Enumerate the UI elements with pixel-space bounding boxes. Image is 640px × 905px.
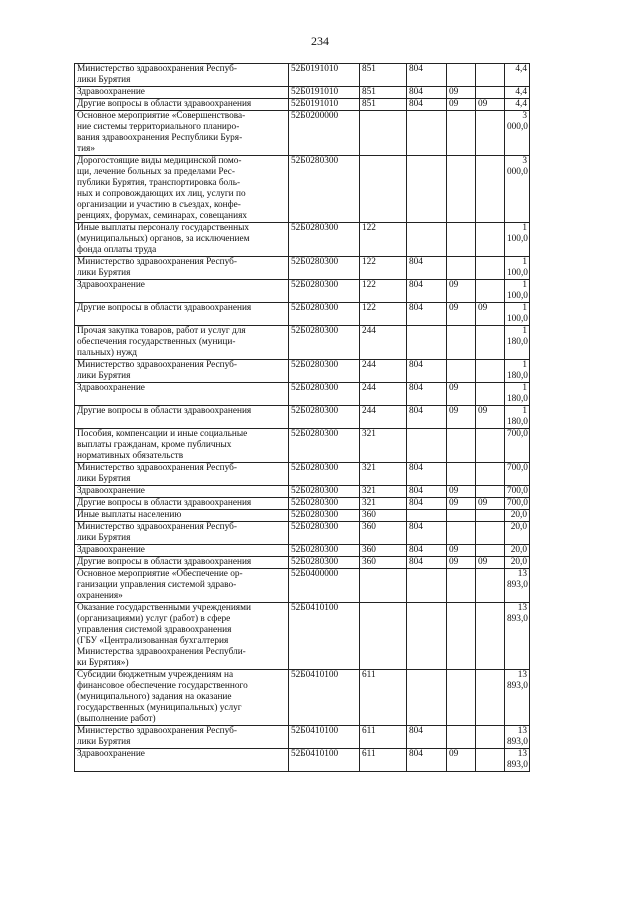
target-article-cell: 52Б0280300 [289,383,360,406]
amount-cell: 1 180,0 [505,406,530,429]
ministry-code-cell: 804 [407,383,447,406]
table-row [75,223,530,257]
row-name-cell: Министерство здравоохранения Респуб- лики Бурятия [75,726,289,749]
ministry-code-cell: 804 [407,280,447,303]
expense-type-cell: 122 [360,303,407,326]
expense-type-cell [360,569,407,603]
ministry-code-cell: 804 [407,99,447,111]
row-name-cell: Министерство здравоохранения Респуб- лики Бурятия [75,360,289,383]
subsection-cell [476,87,505,99]
table-row [75,326,530,360]
section-cell: 09 [447,545,476,557]
target-article-cell: 52Б0280300 [289,429,360,463]
ministry-code-cell: 804 [407,486,447,498]
section-cell [447,223,476,257]
amount-cell: 13 893,0 [505,726,530,749]
row-name-cell: Здравоохранение [75,749,289,772]
target-article-cell: 52Б0410100 [289,726,360,749]
expense-type-cell: 360 [360,522,407,545]
target-article-cell: 52Б0200000 [289,111,360,156]
amount-cell: 20,0 [505,545,530,557]
table-row [75,406,530,429]
expense-type-cell: 321 [360,429,407,463]
expense-type-cell: 851 [360,99,407,111]
expense-type-cell: 244 [360,406,407,429]
subsection-cell [476,156,505,223]
section-cell [447,463,476,486]
table-row [75,303,530,326]
row-name-cell: Прочая закупка товаров, работ и услуг для обеспечения государственных (муници- пальных) нужд [75,326,289,360]
ministry-code-cell: 804 [407,406,447,429]
expense-type-cell: 122 [360,280,407,303]
subsection-cell [476,257,505,280]
table-row [75,156,530,223]
amount-cell: 13 893,0 [505,749,530,772]
subsection-cell [476,603,505,670]
target-article-cell: 52Б0280300 [289,545,360,557]
row-name-cell: Оказание государственными учреждениями (организациями) услуг (работ) в сфере управления системой здравоохранения (ГБУ «Централизованная бухгалтерия Министерства здравоохранения Республи- ки Бурятия») [75,603,289,670]
row-name-cell: Здравоохранение [75,545,289,557]
table-row [75,280,530,303]
section-cell: 09 [447,406,476,429]
amount-cell: 1 100,0 [505,223,530,257]
amount-cell: 700,0 [505,463,530,486]
amount-cell: 700,0 [505,429,530,463]
target-article-cell: 52Б0280300 [289,406,360,429]
subsection-cell [476,360,505,383]
amount-cell: 3 000,0 [505,156,530,223]
row-name-cell: Другие вопросы в области здравоохранения [75,303,289,326]
table-row [75,545,530,557]
ministry-code-cell [407,111,447,156]
row-name-cell: Основное мероприятие «Совершенствова- ние системы территориального планиро- вания здравоохранения Республики Буря- тия» [75,111,289,156]
expense-type-cell: 611 [360,726,407,749]
expense-type-cell: 851 [360,87,407,99]
ministry-code-cell: 804 [407,498,447,510]
amount-cell: 1 180,0 [505,360,530,383]
row-name-cell: Дорогостоящие виды медицинской помо- щи, лечение больных за пределами Рес- публики Бурятия, транспортировка боль- ных и сопровождающих их лиц, услуги по организации и участию в съездах, конфе- ренциях, форумах, семинарах, совещаниях [75,156,289,223]
row-name-cell: Иные выплаты персоналу государственных (муниципальных) органов, за исключением фонда оплаты труда [75,223,289,257]
subsection-cell: 09 [476,498,505,510]
row-name-cell: Здравоохранение [75,87,289,99]
table-row [75,257,530,280]
row-name-cell: Другие вопросы в области здравоохранения [75,498,289,510]
section-cell [447,726,476,749]
table-row [75,99,530,111]
target-article-cell: 52Б0410100 [289,670,360,726]
target-article-cell: 52Б0410100 [289,749,360,772]
target-article-cell: 52Б0280300 [289,510,360,522]
subsection-cell [476,280,505,303]
table-row [75,111,530,156]
expense-type-cell: 611 [360,749,407,772]
expense-type-cell: 360 [360,557,407,569]
subsection-cell [476,569,505,603]
row-name-cell: Здравоохранение [75,486,289,498]
subsection-cell [476,111,505,156]
ministry-code-cell [407,603,447,670]
subsection-cell [476,522,505,545]
ministry-code-cell: 804 [407,87,447,99]
subsection-cell [476,726,505,749]
section-cell: 09 [447,303,476,326]
subsection-cell [476,463,505,486]
expense-type-cell: 321 [360,486,407,498]
table-body [75,64,530,772]
table-row [75,726,530,749]
table-row [75,670,530,726]
amount-cell: 1 100,0 [505,280,530,303]
section-cell [447,569,476,603]
row-name-cell: Министерство здравоохранения Респуб- лики Бурятия [75,257,289,280]
table-row [75,498,530,510]
ministry-code-cell: 804 [407,545,447,557]
amount-cell: 700,0 [505,498,530,510]
subsection-cell [476,510,505,522]
amount-cell: 13 893,0 [505,670,530,726]
ministry-code-cell: 804 [407,463,447,486]
target-article-cell: 52Б0280300 [289,223,360,257]
table-row [75,510,530,522]
amount-cell: 700,0 [505,486,530,498]
ministry-code-cell [407,510,447,522]
section-cell: 09 [447,280,476,303]
expense-type-cell: 360 [360,545,407,557]
amount-cell: 20,0 [505,557,530,569]
row-name-cell: Другие вопросы в области здравоохранения [75,406,289,429]
target-article-cell: 52Б0280300 [289,463,360,486]
ministry-code-cell [407,569,447,603]
expense-type-cell: 851 [360,64,407,87]
subsection-cell [476,429,505,463]
ministry-code-cell [407,326,447,360]
row-name-cell: Министерство здравоохранения Респуб- лики Бурятия [75,522,289,545]
target-article-cell: 52Б0280300 [289,257,360,280]
amount-cell: 20,0 [505,510,530,522]
table-row [75,87,530,99]
section-cell [447,64,476,87]
section-cell [447,522,476,545]
section-cell [447,510,476,522]
row-name-cell: Пособия, компенсации и иные социальные выплаты гражданам, кроме публичных нормативных обязательств [75,429,289,463]
ministry-code-cell: 804 [407,726,447,749]
target-article-cell: 52Б0280300 [289,360,360,383]
expense-type-cell: 244 [360,360,407,383]
section-cell [447,257,476,280]
table-row [75,557,530,569]
ministry-code-cell: 804 [407,522,447,545]
page-number: 234 [311,34,329,48]
expense-type-cell: 244 [360,326,407,360]
amount-cell: 1 100,0 [505,257,530,280]
expense-type-cell: 321 [360,463,407,486]
row-name-cell: Здравоохранение [75,280,289,303]
amount-cell: 13 893,0 [505,569,530,603]
table-row [75,569,530,603]
target-article-cell: 52Б0280300 [289,156,360,223]
target-article-cell: 52Б0280300 [289,557,360,569]
amount-cell: 4,4 [505,87,530,99]
expense-type-cell [360,603,407,670]
expense-type-cell: 360 [360,510,407,522]
subsection-cell [476,749,505,772]
ministry-code-cell [407,156,447,223]
subsection-cell [476,486,505,498]
section-cell: 09 [447,486,476,498]
ministry-code-cell: 804 [407,303,447,326]
section-cell: 09 [447,87,476,99]
target-article-cell: 52Б0191010 [289,99,360,111]
ministry-code-cell [407,670,447,726]
section-cell [447,670,476,726]
row-name-cell: Другие вопросы в области здравоохранения [75,557,289,569]
target-article-cell: 52Б0280300 [289,303,360,326]
ministry-code-cell [407,429,447,463]
amount-cell: 1 180,0 [505,326,530,360]
subsection-cell [476,326,505,360]
section-cell [447,111,476,156]
amount-cell: 3 000,0 [505,111,530,156]
expense-type-cell [360,156,407,223]
section-cell: 09 [447,99,476,111]
row-name-cell: Министерство здравоохранения Респуб- лики Бурятия [75,463,289,486]
target-article-cell: 52Б0280300 [289,280,360,303]
amount-cell: 4,4 [505,64,530,87]
target-article-cell: 52Б0280300 [289,486,360,498]
amount-cell: 20,0 [505,522,530,545]
expense-type-cell: 122 [360,257,407,280]
subsection-cell: 09 [476,99,505,111]
table-row [75,64,530,87]
subsection-cell: 09 [476,406,505,429]
subsection-cell: 09 [476,303,505,326]
subsection-cell: 09 [476,557,505,569]
target-article-cell: 52Б0410100 [289,603,360,670]
section-cell [447,326,476,360]
expense-type-cell: 122 [360,223,407,257]
target-article-cell: 52Б0280300 [289,498,360,510]
target-article-cell: 52Б0280300 [289,522,360,545]
section-cell: 09 [447,557,476,569]
ministry-code-cell [407,223,447,257]
amount-cell: 4,4 [505,99,530,111]
section-cell [447,360,476,383]
section-cell [447,429,476,463]
section-cell: 09 [447,749,476,772]
budget-table [74,63,530,772]
ministry-code-cell: 804 [407,257,447,280]
subsection-cell [476,383,505,406]
expense-type-cell: 611 [360,670,407,726]
target-article-cell: 52Б0191010 [289,87,360,99]
row-name-cell: Министерство здравоохранения Респуб- лики Бурятия [75,64,289,87]
row-name-cell: Здравоохранение [75,383,289,406]
table-row [75,383,530,406]
section-cell [447,603,476,670]
target-article-cell: 52Б0191010 [289,64,360,87]
ministry-code-cell: 804 [407,557,447,569]
expense-type-cell: 321 [360,498,407,510]
table-row [75,486,530,498]
amount-cell: 13 893,0 [505,603,530,670]
section-cell: 09 [447,498,476,510]
amount-cell: 1 180,0 [505,383,530,406]
table-row [75,522,530,545]
table-row [75,749,530,772]
expense-type-cell: 244 [360,383,407,406]
row-name-cell: Субсидии бюджетным учреждениям на финансовое обеспечение государственного (муниципального) задания на оказание государственных (муниципальных) услуг (выполнение работ) [75,670,289,726]
subsection-cell [476,223,505,257]
target-article-cell: 52Б0400000 [289,569,360,603]
row-name-cell: Другие вопросы в области здравоохранения [75,99,289,111]
target-article-cell: 52Б0280300 [289,326,360,360]
table-row [75,360,530,383]
ministry-code-cell: 804 [407,749,447,772]
subsection-cell [476,64,505,87]
table-row [75,603,530,670]
amount-cell: 1 100,0 [505,303,530,326]
row-name-cell: Иные выплаты населению [75,510,289,522]
row-name-cell: Основное мероприятие «Обеспечение ор- ганизации управления системой здраво- охранения» [75,569,289,603]
ministry-code-cell: 804 [407,64,447,87]
table-row [75,463,530,486]
section-cell [447,156,476,223]
subsection-cell [476,545,505,557]
table-row [75,429,530,463]
subsection-cell [476,670,505,726]
expense-type-cell [360,111,407,156]
ministry-code-cell: 804 [407,360,447,383]
section-cell: 09 [447,383,476,406]
